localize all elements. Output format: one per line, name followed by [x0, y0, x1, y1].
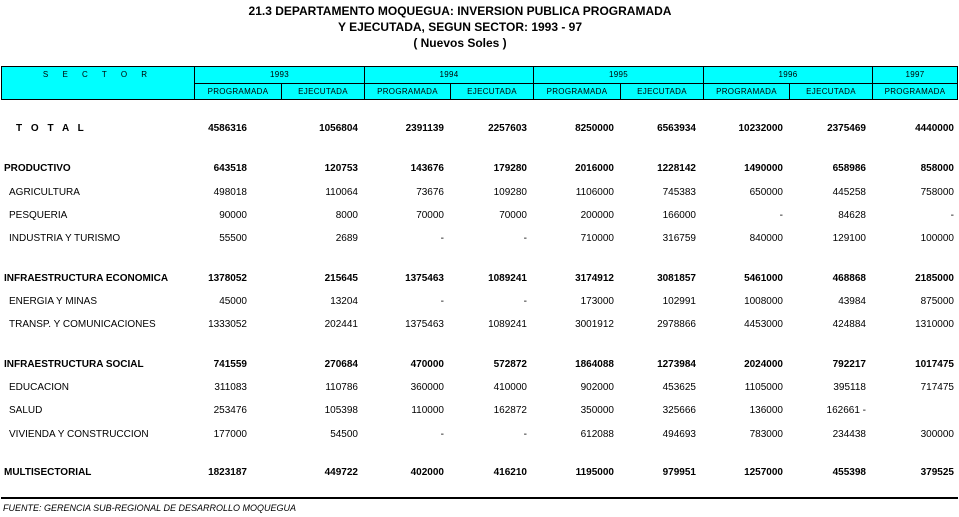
row-label: MULTISECTORIAL	[4, 467, 92, 478]
table-cell: 468868	[832, 273, 866, 284]
table-row	[0, 185, 959, 201]
row-label: ENERGIA Y MINAS	[9, 296, 97, 307]
table-row	[0, 208, 959, 224]
table-cell: 445258	[832, 187, 866, 198]
table-cell: 110786	[325, 382, 358, 393]
table-cell: 136000	[749, 405, 783, 416]
table-cell: 5461000	[744, 273, 783, 284]
table-cell: 1106000	[575, 187, 614, 198]
table-cell: 1056804	[319, 123, 358, 134]
table-cell: -	[440, 296, 444, 307]
source-note: FUENTE: GERENCIA SUB-REGIONAL DE DESARROLLO MOQUEGUA	[3, 503, 297, 513]
row-label: TRANSP. Y COMUNICACIONES	[9, 319, 156, 330]
table-cell: 102991	[662, 296, 696, 307]
table-cell: 105398	[324, 405, 358, 416]
programada-header: PROGRAMADA	[703, 84, 789, 100]
ejecutada-header: EJECUTADA	[789, 84, 872, 100]
table-cell: 54500	[330, 429, 358, 440]
table-cell: 270684	[324, 359, 358, 370]
table-cell: 1490000	[744, 163, 783, 174]
row-label: PESQUERIA	[9, 210, 68, 221]
table-cell: 162872	[493, 405, 527, 416]
table-cell: 3174912	[575, 273, 614, 284]
table-cell: 13204	[330, 296, 358, 307]
table-cell: 1823187	[208, 467, 247, 478]
programada-header: PROGRAMADA	[194, 84, 281, 100]
table-cell: 410000	[493, 382, 527, 393]
table-row	[0, 357, 959, 373]
table-cell: 1195000	[575, 467, 614, 478]
year-header-1993: 1993	[194, 67, 364, 84]
table-cell: 234438	[832, 429, 866, 440]
table-row	[0, 161, 959, 177]
table-cell: 109280	[493, 187, 527, 198]
table-cell: 650000	[749, 187, 783, 198]
ejecutada-header: EJECUTADA	[450, 84, 533, 100]
table-cell: 70000	[416, 210, 444, 221]
table-cell: 1273984	[657, 359, 696, 370]
year-header-1995: 1995	[533, 67, 703, 84]
table-cell: 143676	[410, 163, 444, 174]
table-cell: 129100	[832, 233, 866, 244]
table-cell: 979951	[662, 467, 696, 478]
table-row	[0, 294, 959, 310]
table-cell: 758000	[920, 187, 954, 198]
table-cell: 200000	[580, 210, 614, 221]
table-cell: 215645	[324, 273, 358, 284]
year-header-1996: 1996	[703, 67, 872, 84]
row-label: INDUSTRIA Y TURISMO	[9, 233, 121, 244]
table-cell: 202441	[324, 319, 358, 330]
table-cell: 2689	[335, 233, 358, 244]
table-cell: 858000	[920, 163, 954, 174]
table-cell: 1310000	[915, 319, 954, 330]
table-cell: 70000	[499, 210, 527, 221]
table-cell: 2016000	[575, 163, 614, 174]
table-cell: 8000	[335, 210, 358, 221]
row-label: PRODUCTIVO	[4, 163, 71, 174]
table-cell: 1008000	[744, 296, 783, 307]
table-row	[0, 403, 959, 419]
table-cell: 1257000	[744, 467, 783, 478]
table-cell: 8250000	[575, 123, 614, 134]
table-cell: 2375469	[827, 123, 866, 134]
table-row	[0, 271, 959, 287]
table-cell: -	[779, 210, 783, 221]
table-cell: 1089241	[488, 319, 527, 330]
table-cell: 1864088	[575, 359, 614, 370]
table-cell: 1333052	[208, 319, 247, 330]
table-cell: 2978866	[657, 319, 696, 330]
table-cell: 1228142	[657, 163, 696, 174]
table-cell: 710000	[580, 233, 614, 244]
table-cell: 253476	[213, 405, 247, 416]
table-cell: 3001912	[575, 319, 614, 330]
table-title: 21.3 DEPARTAMENTO MOQUEGUA: INVERSION PUBLICA PROGRAMADA	[248, 4, 672, 18]
row-label: VIVIENDA Y CONSTRUCCION	[9, 429, 149, 440]
table-cell: 416210	[493, 467, 527, 478]
bottom-rule	[1, 497, 958, 499]
programada-header: PROGRAMADA	[872, 84, 957, 100]
table-cell: 1105000	[744, 382, 783, 393]
table-cell: 300000	[920, 429, 954, 440]
programada-header: PROGRAMADA	[364, 84, 450, 100]
table-cell: 2024000	[744, 359, 783, 370]
table-cell: 43984	[838, 296, 866, 307]
table-cell: 745383	[662, 187, 696, 198]
table-cell: 166000	[662, 210, 696, 221]
table-cell: 55500	[219, 233, 247, 244]
table-cell: 4440000	[915, 123, 954, 134]
table-cell: 3081857	[657, 273, 696, 284]
table-cell: 162661 -	[826, 405, 866, 416]
year-header-1997: 1997	[872, 67, 957, 84]
table-row	[0, 427, 959, 443]
table-row	[0, 317, 959, 333]
table-cell: 2257603	[488, 123, 527, 134]
table-cell: 792217	[832, 359, 866, 370]
table-cell: -	[523, 296, 527, 307]
table-cell: 350000	[580, 405, 614, 416]
table-cell: 110064	[325, 187, 358, 198]
table-cell: 498018	[213, 187, 247, 198]
table-cell: 73676	[416, 187, 444, 198]
table-cell: 717475	[920, 382, 954, 393]
table-row	[0, 465, 959, 481]
programada-header: PROGRAMADA	[533, 84, 620, 100]
row-label: EDUCACION	[9, 382, 70, 393]
table-cell: -	[440, 429, 444, 440]
row-label: SALUD	[9, 405, 43, 416]
table-cell: 173000	[580, 296, 614, 307]
table-subtitle: Y EJECUTADA, SEGUN SECTOR: 1993 - 97	[337, 20, 583, 34]
year-header-1994: 1994	[364, 67, 533, 84]
table-cell: 902000	[580, 382, 614, 393]
ejecutada-header: EJECUTADA	[281, 84, 364, 100]
table-cell: 6563934	[657, 123, 696, 134]
table-cell: -	[950, 210, 954, 221]
table-cell: 110000	[411, 405, 444, 416]
ejecutada-header: EJECUTADA	[620, 84, 703, 100]
row-label: AGRICULTURA	[9, 187, 80, 198]
table-cell: 2391139	[405, 123, 444, 134]
table-cell: 395118	[833, 382, 866, 393]
row-label: T O T A L	[16, 123, 87, 134]
table-cell: 741559	[213, 359, 247, 370]
table-cell: 90000	[219, 210, 247, 221]
table-cell: 316759	[662, 233, 696, 244]
table-cell: 4453000	[744, 319, 783, 330]
table-cell: 783000	[749, 429, 783, 440]
table-cell: 612088	[580, 429, 614, 440]
table-cell: 1017475	[915, 359, 954, 370]
table-cell: -	[523, 429, 527, 440]
table-cell: 572872	[493, 359, 527, 370]
table-cell: 840000	[749, 233, 783, 244]
table-cell: 424884	[832, 319, 866, 330]
table-cell: 4586316	[208, 123, 247, 134]
table-cell: 402000	[410, 467, 444, 478]
table-cell: 658986	[832, 163, 866, 174]
table-row	[0, 380, 959, 396]
table-cell: 177000	[213, 429, 247, 440]
table-cell: 45000	[219, 296, 247, 307]
table-cell: 494693	[662, 429, 696, 440]
row-label: INFRAESTRUCTURA SOCIAL	[4, 359, 144, 370]
table-row	[0, 121, 959, 137]
table-cell: 379525	[920, 467, 954, 478]
table-cell: 1089241	[488, 273, 527, 284]
table-cell: 179280	[493, 163, 527, 174]
row-label: INFRAESTRUCTURA ECONOMICA	[4, 273, 169, 284]
table-cell: 2185000	[915, 273, 954, 284]
sector-header: S E C T O R	[42, 70, 154, 79]
table-cell: 875000	[920, 296, 954, 307]
table-row	[0, 231, 959, 247]
table-cell: 1375463	[405, 319, 444, 330]
table-cell: -	[440, 233, 444, 244]
table-cell: 1375463	[405, 273, 444, 284]
table-cell: 120753	[324, 163, 358, 174]
table-cell: 455398	[832, 467, 866, 478]
table-cell: 449722	[324, 467, 358, 478]
table-cell: 10232000	[738, 123, 783, 134]
table-units: ( Nuevos Soles )	[413, 36, 507, 50]
table-cell: -	[523, 233, 527, 244]
table-cell: 84628	[838, 210, 866, 221]
table-cell: 1378052	[208, 273, 247, 284]
table-cell: 325666	[662, 405, 696, 416]
table-cell: 453625	[662, 382, 696, 393]
table-cell: 470000	[410, 359, 444, 370]
table-cell: 360000	[410, 382, 444, 393]
table-cell: 643518	[213, 163, 247, 174]
table-cell: 100000	[920, 233, 954, 244]
table-cell: 311083	[214, 382, 247, 393]
table-header	[1, 66, 958, 100]
